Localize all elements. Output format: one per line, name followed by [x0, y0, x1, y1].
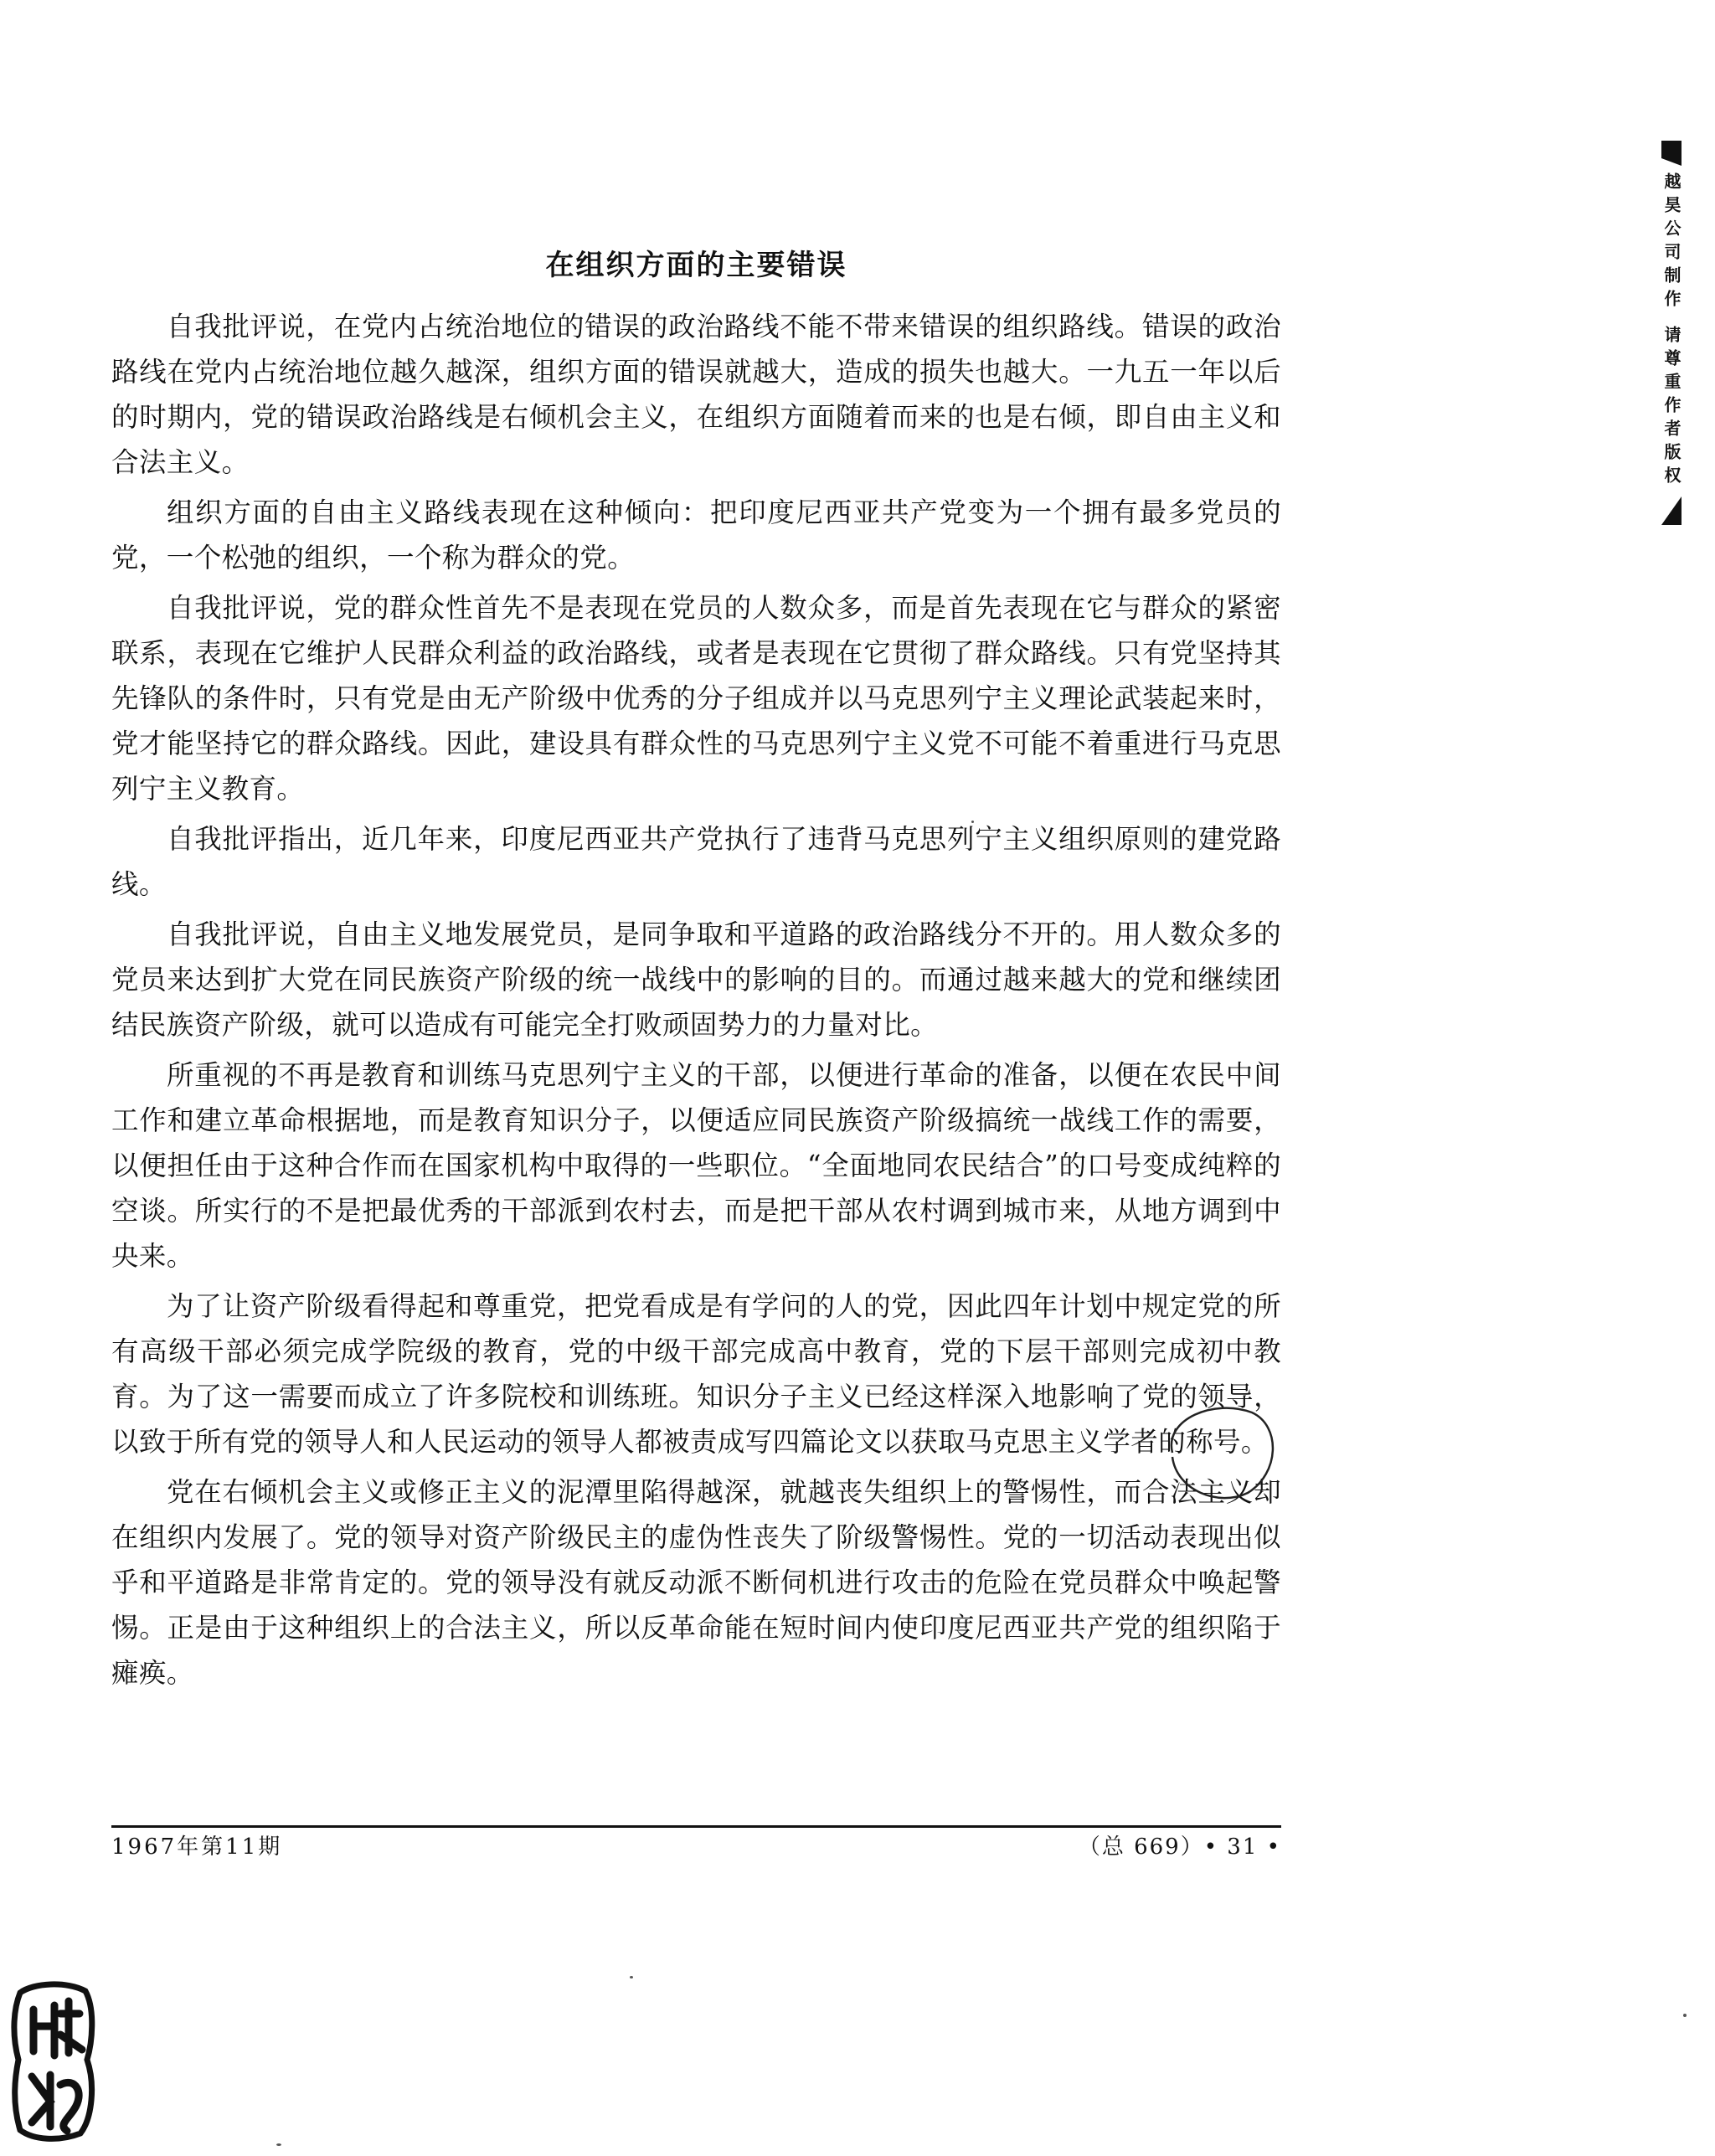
scan-speck: [1683, 2014, 1687, 2017]
side-copyright-text: 越昊公司制作 请尊重作者版权: [1661, 172, 1682, 490]
footer-rule: [111, 1825, 1281, 1828]
paragraph-8: 党在右倾机会主义或修正主义的泥潭里陷得越深，就越丧失组织上的警惕性，而合法主义却在组织内发展了。党的领导对资产阶级民主的虚伪性丧失了阶级警惕性。党的一切活动表现出似乎和平道路是非常肯定的。党的领导没有就反动派不断伺机进行攻击的危险在党员群众中唤起警惕。正是由于这种组织上的合法主义，所以反革命能在短时间内使印度尼西亚共产党的组织陷于瘫痪。: [111, 1476, 1281, 1689]
page-footer: [111, 1832, 1281, 1865]
paragraph-2: 组织方面的自由主义路线表现在这种倾向：把印度尼西亚共产党变为一个拥有最多党员的党，一个松弛的组织，一个称为群众的党。: [111, 497, 1281, 574]
scan-speck: [276, 2143, 281, 2146]
strip-bottom-mark: [1661, 497, 1682, 525]
paragraph-6: 所重视的不再是教育和训练马克思列宁主义的干部，以便进行革命的准备，以便在农民中间工作和建立革命根据地，而是教育知识分子，以便适应同民族资产阶级搞统一战线工作的需要，以便担任由于这种合作而在国家机构中取得的一些职位。“全面地同农民结合”的口号变成纯粹的空谈。所实行的不是把最优秀的干部派到农村去，而是把干部从农村调到城市来，从地方调到中央来。: [111, 1059, 1281, 1272]
handwritten-circle-annotation: [1156, 1394, 1281, 1503]
strip-top-mark: [1661, 141, 1682, 166]
scan-speck: [630, 1976, 633, 1978]
paragraph-3: 自我批评说，党的群众性首先不是表现在党员的人数众多，而是首先表现在它与群众的紧密联系，表现在它维护人民群众利益的政治路线，或者是表现在它贯彻了群众路线。只有党坚持其先锋队的条件时，只有党是由无产阶级中优秀的分子组成并以马克思列宁主义理论武装起来时，党才能坚持它的群众路线。因此，建设具有群众性的马克思列宁主义党不可能不着重进行马克思列宁主义教育。: [111, 592, 1281, 805]
red-seal-stamp-icon: [8, 1976, 100, 2143]
paragraph-1: 自我批评说，在党内占统治地位的错误的政治路线不能不带来错误的组织路线。错误的政治路线在党内占统治地位越久越深，组织方面的错误就越大，造成的损失也越大。一九五一年以后的时期内，党的错误政治路线是右倾机会主义，在组织方面随着而来的也是右倾，即自由主义和合法主义。: [111, 311, 1281, 478]
scan-speck: [971, 821, 974, 823]
page-number: （总 669）• 31 •: [1078, 1834, 1281, 1860]
article-title: 在组织方面的主要错误: [545, 249, 847, 282]
paragraph-4: 自我批评指出，近几年来，印度尼西亚共产党执行了违背马克思列宁主义组织原则的建党路线。: [111, 823, 1281, 900]
paragraph-5: 自我批评说，自由主义地发展党员，是同争取和平道路的政治路线分不开的。用人数众多的党员来达到扩大党在同民族资产阶级的统一战线中的影响的目的。而通过越来越大的党和继续团结民族资产阶级，就可以造成有可能完全打败顽固势力的力量对比。: [111, 918, 1281, 1041]
side-copyright-strip: [1656, 141, 1687, 525]
article-body: [111, 247, 1281, 1701]
issue-label: 1967年第11期: [111, 1834, 283, 1860]
paragraph-7: 为了让资产阶级看得起和尊重党，把党看成是有学问的人的党，因此四年计划中规定党的所有高级干部必须完成学院级的教育，党的中级干部完成高中教育，党的下层干部则完成初中教育。为了这一需要而成立了许多院校和训练班。知识分子主义已经这样深入地影响了党的领导，以致于所有党的领导人和人民运动的领导人都被责成写四篇论文以获取马克思主义学者的称号。: [111, 1290, 1281, 1458]
